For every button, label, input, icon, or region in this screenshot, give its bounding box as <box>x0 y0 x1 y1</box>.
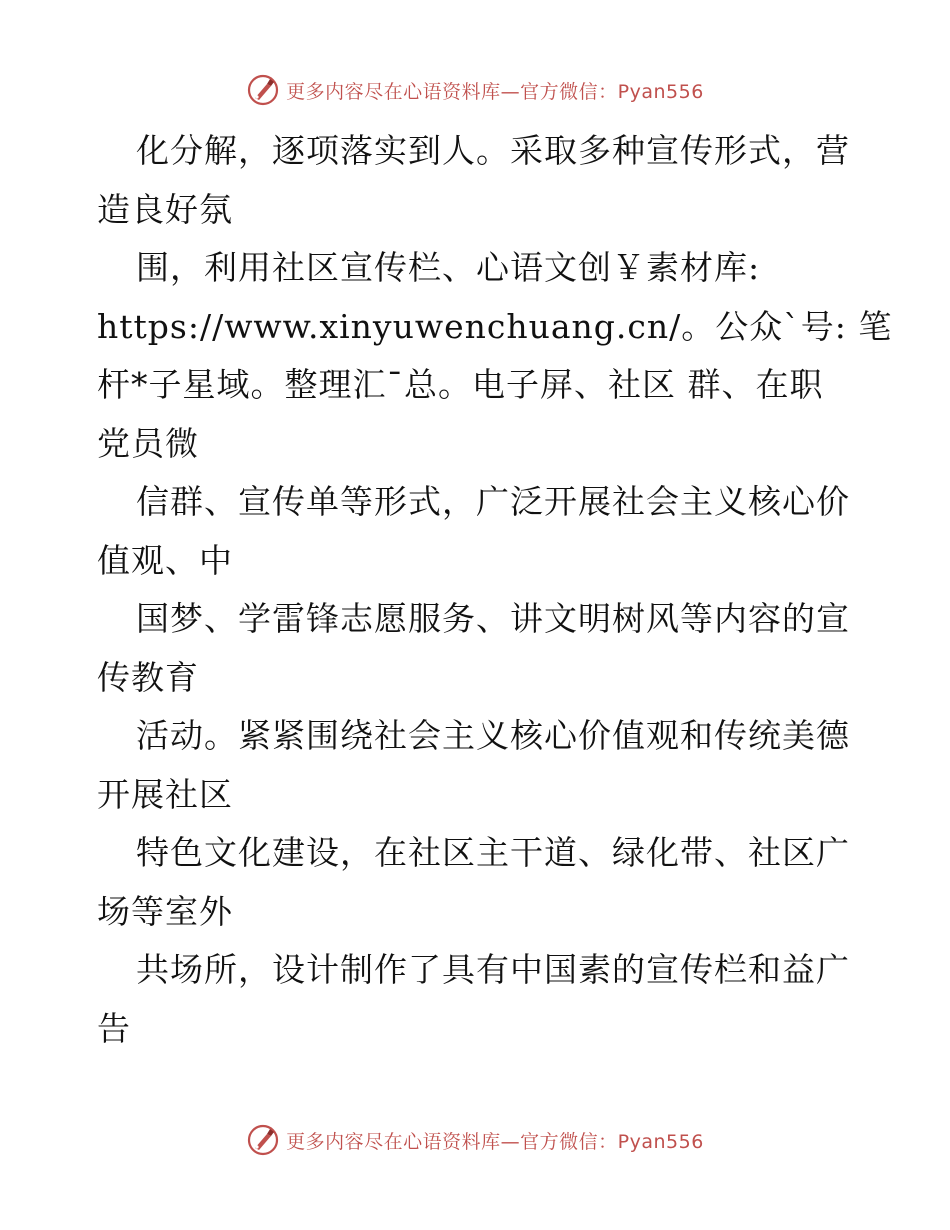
document-body <box>97 122 893 1058</box>
text-line: 造良好氛 <box>97 189 233 229</box>
text-line: 开展社区 <box>97 774 233 814</box>
text-line: 化分解，逐项落实到人。采取多种宣传形式，营 <box>136 131 850 170</box>
text-line: 杆*子星域。整理汇¯总。电子屏、社区 群、在职 <box>97 365 824 404</box>
text-line: 活动。紧紧围绕社会主义核心价值观和传统美德 <box>136 716 850 755</box>
text-line: 场等室外 <box>97 891 233 931</box>
footer-banner-text: 更多内容尽在心语资料库—官方微信：Pyan556 <box>286 1130 704 1153</box>
footer-banner <box>0 1120 950 1160</box>
header-banner <box>0 70 950 110</box>
text-line: 值观、中 <box>97 540 233 580</box>
header-banner-text: 更多内容尽在心语资料库—官方微信：Pyan556 <box>286 80 704 103</box>
text-line: 信群、宣传单等形式，广泛开展社会主义核心价 <box>136 482 850 521</box>
pen-logo-icon <box>246 73 280 107</box>
text-line: 国梦、学雷锋志愿服务、讲文明树风等内容的宣 <box>136 599 850 638</box>
pen-logo-icon <box>246 1123 280 1157</box>
text-line: 告 <box>97 1008 131 1048</box>
text-line: 共场所，设计制作了具有中国素的宣传栏和益广 <box>136 950 850 989</box>
text-line: 党员微 <box>97 423 199 463</box>
text-line: https://www.xinyuwenchuang.cn/。公众`号: 笔 <box>97 306 893 346</box>
text-line: 特色文化建设，在社区主干道、绿化带、社区广 <box>136 833 850 872</box>
text-line: 围，利用社区宣传栏、心语文创￥素材库: <box>136 248 761 287</box>
text-line: 传教育 <box>97 657 199 697</box>
